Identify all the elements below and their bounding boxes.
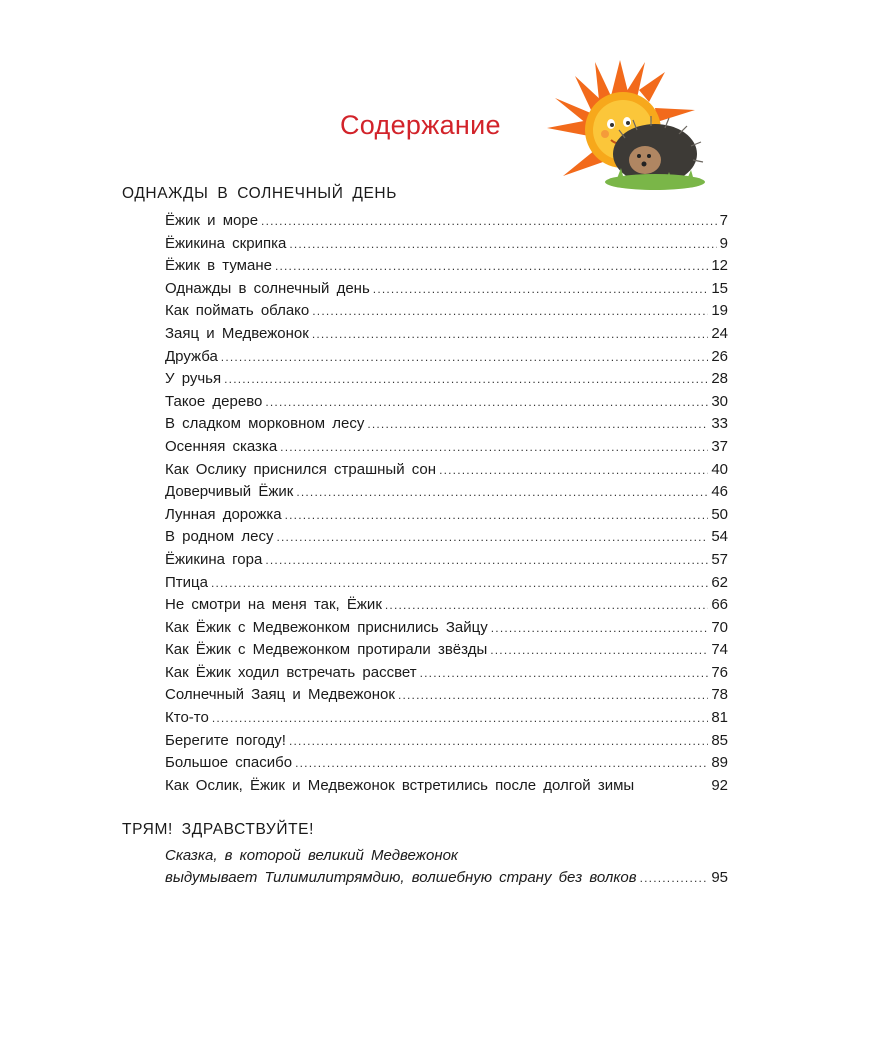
leader-dots <box>211 576 708 590</box>
toc-entry-title: Ёжикина гора <box>165 550 263 568</box>
toc-list <box>165 212 728 799</box>
toc-entry-title: Как Ёжик ходил встречать рассвет <box>165 663 417 681</box>
toc-entry[interactable] <box>165 528 728 551</box>
toc-entry-page: 89 <box>711 754 728 772</box>
toc-entry-page: 74 <box>711 641 728 659</box>
section-title: ОДНАЖДЫ В СОЛНЕЧНЫЙ ДЕНЬ <box>122 185 397 202</box>
toc-entry[interactable] <box>165 325 728 348</box>
toc-entry[interactable] <box>165 574 728 597</box>
toc-entry[interactable] <box>165 754 728 777</box>
toc-entry[interactable] <box>165 664 728 687</box>
toc-entry[interactable] <box>165 370 728 393</box>
toc-entry-title: В родном лесу <box>165 528 274 546</box>
toc-entry[interactable] <box>165 641 728 664</box>
toc-entry[interactable] <box>165 212 728 235</box>
leader-dots <box>398 688 708 702</box>
toc-entry-page: 46 <box>711 483 728 501</box>
toc-entry-page: 66 <box>711 596 728 614</box>
toc-entry[interactable] <box>165 280 728 303</box>
toc-entry-title-line1: Сказка, в которой великий Медвежонок <box>165 847 459 864</box>
toc-entry-title: Ёжик в тумане <box>165 257 272 275</box>
leader-dots <box>275 259 708 273</box>
toc-entry-page: 70 <box>711 618 728 636</box>
toc-entry-title: Как Ослик, Ёжик и Медвежонок встретились после долгой зимы <box>165 776 635 794</box>
page-title: Содержание <box>340 110 501 140</box>
leader-dots <box>221 350 709 364</box>
toc-entry-title: Дружба <box>165 347 218 365</box>
toc-entry[interactable] <box>165 257 728 280</box>
leader-dots <box>261 214 717 228</box>
toc-entry-title: Ёжик и море <box>165 212 259 229</box>
leader-dots <box>289 734 708 748</box>
toc-entry[interactable] <box>165 461 728 484</box>
toc-entry-title: Как Ослику приснился страшный сон <box>165 460 437 478</box>
toc-entry-page: 40 <box>711 460 728 478</box>
toc-entry-page: 30 <box>711 392 728 410</box>
toc-entry-title: Не смотри на меня так, Ёжик <box>165 596 382 614</box>
toc-entry-page: 78 <box>711 686 728 704</box>
toc-entry[interactable] <box>165 551 728 574</box>
toc-entry[interactable] <box>165 348 728 371</box>
toc-entry[interactable] <box>165 483 728 506</box>
toc-entry-page: 28 <box>711 370 728 388</box>
sun-hedgehog-illustration <box>545 58 725 193</box>
toc-entry[interactable] <box>165 686 728 709</box>
toc-entry-page: 57 <box>711 550 728 568</box>
toc-entry[interactable] <box>165 777 728 800</box>
toc-entry-title: Солнечный Заяц и Медвежонок <box>165 686 395 704</box>
toc-entry-title: В сладком морковном лесу <box>165 415 365 433</box>
toc-entry-page: 24 <box>711 324 728 342</box>
toc-entry-title: Доверчивый Ёжик <box>165 483 294 501</box>
leader-dots <box>373 282 709 296</box>
section-title: ТРЯМ! ЗДРАВСТВУЙТЕ! <box>122 821 314 838</box>
toc-entry-page: 9 <box>719 234 728 252</box>
leader-dots <box>224 372 708 386</box>
toc-entry[interactable] <box>165 393 728 416</box>
leader-dots <box>212 711 708 725</box>
leader-dots <box>265 395 708 409</box>
toc-entry-page: 7 <box>719 212 728 229</box>
toc-entry-page: 50 <box>711 505 728 523</box>
leader-dots <box>491 621 709 635</box>
toc-entry-title: Птица <box>165 573 208 591</box>
toc-entry-line2 <box>165 869 728 892</box>
toc-entry-title: Как поймать облако <box>165 302 310 320</box>
toc-entry[interactable] <box>165 506 728 529</box>
leader-dots <box>312 327 709 341</box>
leader-dots <box>285 508 709 522</box>
toc-entry-title: Большое спасибо <box>165 754 293 772</box>
leader-dots <box>280 440 708 454</box>
toc-entry[interactable] <box>165 235 728 258</box>
toc-entry-page: 19 <box>711 302 728 320</box>
toc-entry-page: 54 <box>711 528 728 546</box>
toc-entry-page: 15 <box>711 279 728 297</box>
toc-entry-page: 12 <box>711 257 728 275</box>
toc-entry-title: Такое дерево <box>165 392 263 410</box>
toc-entry-title: У ручья <box>165 370 222 388</box>
toc-entry-page: 33 <box>711 415 728 433</box>
toc-entry-page: 92 <box>711 776 728 794</box>
toc-entry[interactable] <box>165 596 728 619</box>
leader-dots <box>439 463 708 477</box>
toc-entry-title: Как Ёжик с Медвежонком приснились Зайцу <box>165 618 488 636</box>
toc-entry[interactable] <box>165 732 728 755</box>
toc-entry-page: 81 <box>711 709 728 727</box>
toc-entry-page: 85 <box>711 731 728 749</box>
leader-dots <box>296 485 708 499</box>
toc-entry-page: 95 <box>711 869 728 886</box>
toc-entry-title: Заяц и Медвежонок <box>165 324 309 342</box>
toc-entry-title: Кто-то <box>165 709 209 727</box>
toc-entry-page: 76 <box>711 663 728 681</box>
toc-entry[interactable] <box>165 415 728 438</box>
toc-entry-title: Лунная дорожка <box>165 505 282 523</box>
toc-entry-title-line2: выдумывает Тилимилитрямдию, волшебную страну без волков <box>165 869 637 886</box>
toc-entry[interactable] <box>165 619 728 642</box>
leader-dots <box>265 553 708 567</box>
toc-entry[interactable] <box>165 302 728 325</box>
leader-dots <box>420 666 709 680</box>
leader-dots <box>295 756 708 770</box>
toc-entry[interactable] <box>165 438 728 461</box>
toc-entry-title: Осенняя сказка <box>165 437 278 455</box>
toc-entry-page: 26 <box>711 347 728 365</box>
leader-dots <box>367 417 708 431</box>
toc-entry-page: 37 <box>711 437 728 455</box>
leader-dots <box>276 530 708 544</box>
leader-dots <box>385 598 708 612</box>
toc-entry[interactable] <box>165 709 728 732</box>
toc-entry-italic[interactable] <box>165 847 728 892</box>
leader-dots <box>640 871 709 885</box>
toc-entry-title: Ёжикина скрипка <box>165 234 287 252</box>
leader-dots <box>312 304 708 318</box>
toc-entry-title: Берегите погоду! <box>165 731 286 749</box>
toc-entry-title: Как Ёжик с Медвежонком протирали звёзды <box>165 641 488 659</box>
leader-dots <box>490 643 708 657</box>
toc-entry-page: 62 <box>711 573 728 591</box>
leader-dots <box>289 237 716 251</box>
toc-entry-title: Однажды в солнечный день <box>165 279 370 297</box>
